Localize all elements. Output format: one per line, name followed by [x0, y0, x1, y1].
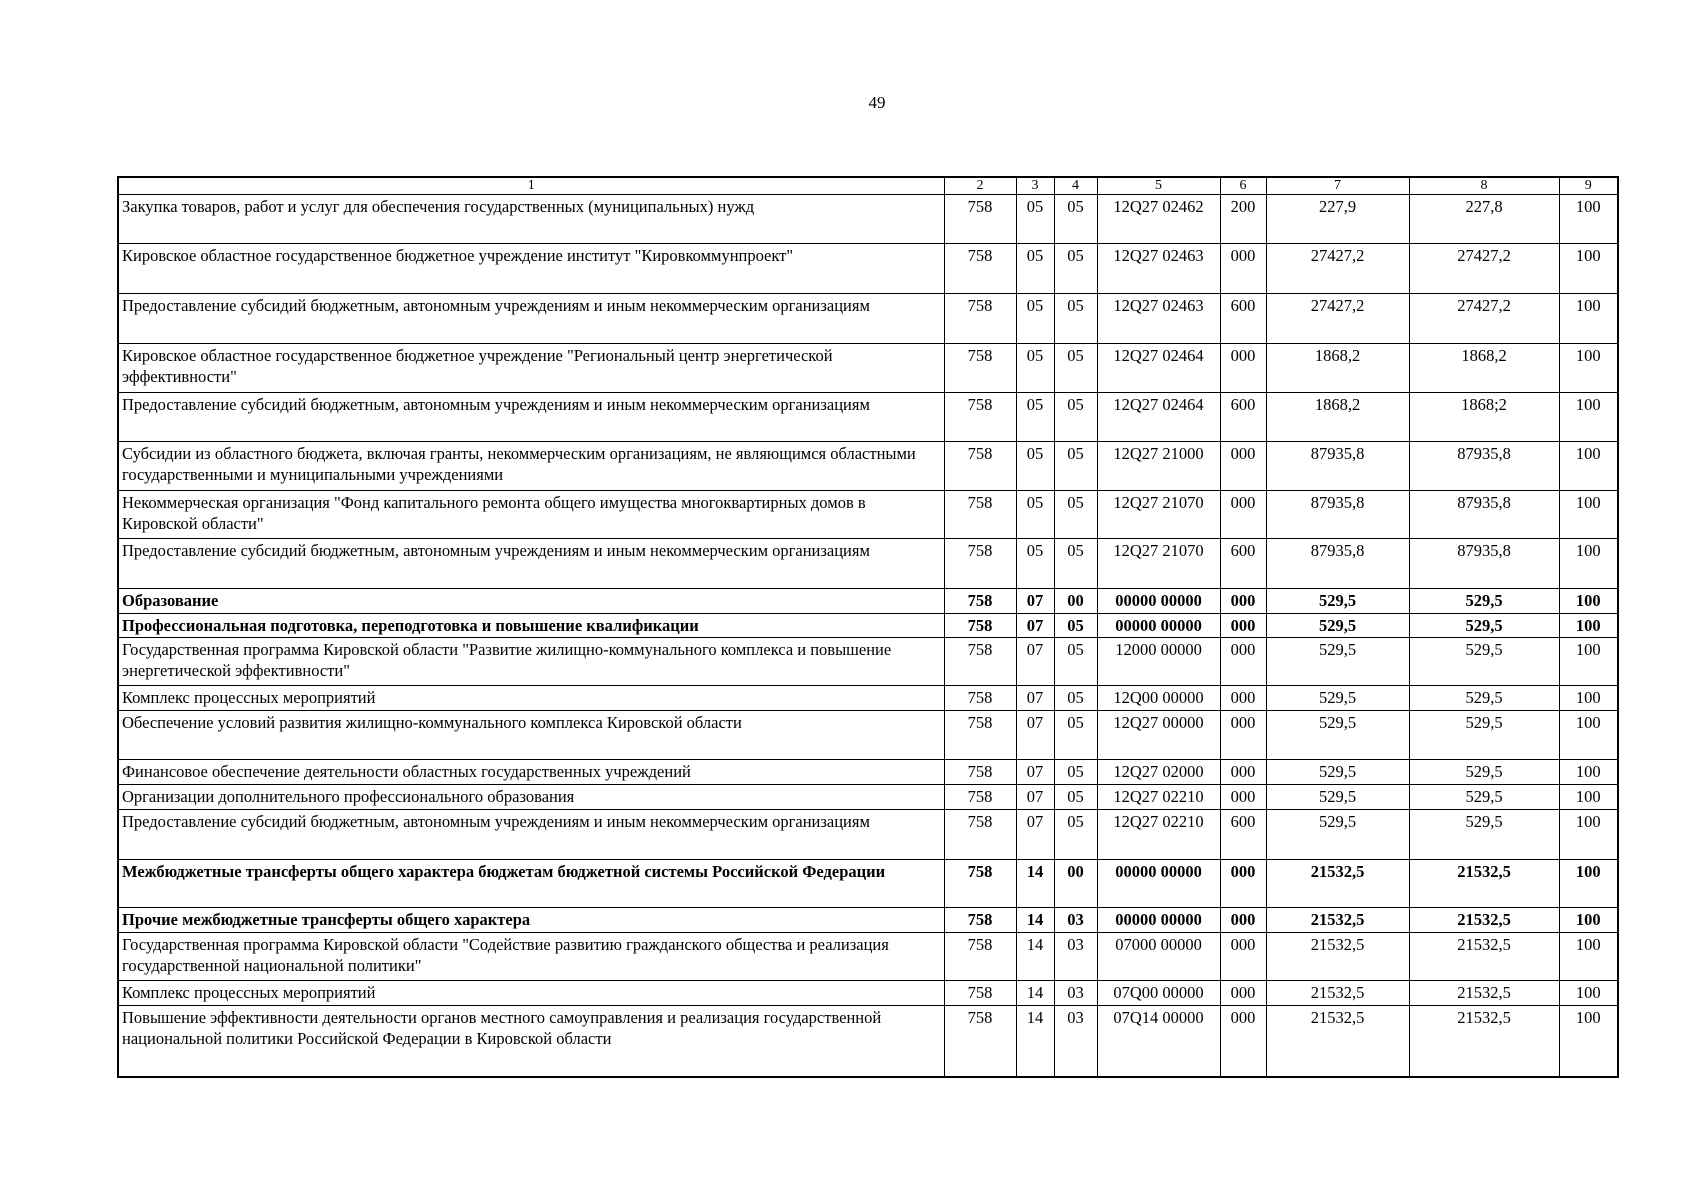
- target-article-cell: 00000 00000: [1097, 614, 1220, 638]
- executed-amount-cell: 529,5: [1409, 711, 1559, 760]
- table-row: [118, 785, 1618, 810]
- subsection-cell: 05: [1054, 638, 1097, 686]
- row-name-cell: Кировское областное государственное бюджетное учреждение "Региональный центр энергетической эффективности": [118, 344, 944, 393]
- expense-type-cell: 000: [1220, 491, 1266, 539]
- row-name-cell: Финансовое обеспечение деятельности областных государственных учреждений: [118, 760, 944, 785]
- section-cell: 07: [1016, 686, 1054, 711]
- expense-type-cell: 000: [1220, 785, 1266, 810]
- subsection-cell: 05: [1054, 614, 1097, 638]
- percent-cell: 100: [1559, 614, 1618, 638]
- percent-cell: 100: [1559, 344, 1618, 393]
- admin-code-cell: 758: [944, 294, 1016, 344]
- percent-cell: 100: [1559, 393, 1618, 442]
- subsection-cell: 00: [1054, 589, 1097, 614]
- subsection-cell: 05: [1054, 344, 1097, 393]
- planned-amount-cell: 529,5: [1266, 589, 1409, 614]
- target-article-cell: 12Q27 21070: [1097, 539, 1220, 589]
- executed-amount-cell: 529,5: [1409, 785, 1559, 810]
- header-cell-6: 6: [1220, 177, 1266, 195]
- expense-type-cell: 000: [1220, 344, 1266, 393]
- planned-amount-cell: 87935,8: [1266, 442, 1409, 491]
- section-cell: 05: [1016, 294, 1054, 344]
- admin-code-cell: 758: [944, 393, 1016, 442]
- header-cell-9: 9: [1559, 177, 1618, 195]
- section-cell: 05: [1016, 539, 1054, 589]
- admin-code-cell: 758: [944, 908, 1016, 933]
- header-row: [118, 177, 1618, 195]
- subsection-cell: 05: [1054, 442, 1097, 491]
- executed-amount-cell: 1868;2: [1409, 393, 1559, 442]
- planned-amount-cell: 529,5: [1266, 760, 1409, 785]
- table-row: [118, 614, 1618, 638]
- percent-cell: 100: [1559, 294, 1618, 344]
- executed-amount-cell: 21532,5: [1409, 1006, 1559, 1077]
- row-name-cell: Некоммерческая организация "Фонд капитального ремонта общего имущества многоквартирных домов в Кировской области": [118, 491, 944, 539]
- subsection-cell: 05: [1054, 491, 1097, 539]
- subsection-cell: 03: [1054, 981, 1097, 1006]
- table-row: [118, 344, 1618, 393]
- row-name-cell: Повышение эффективности деятельности органов местного самоуправления и реализация государственной национальной политики Российской Федерации в Кировской области: [118, 1006, 944, 1077]
- row-name-cell: Предоставление субсидий бюджетным, автономным учреждениям и иным некоммерческим организациям: [118, 294, 944, 344]
- table-row: [118, 810, 1618, 860]
- subsection-cell: 00: [1054, 860, 1097, 908]
- executed-amount-cell: 87935,8: [1409, 442, 1559, 491]
- row-name-cell: Межбюджетные трансферты общего характера бюджетам бюджетной системы Российской Федерации: [118, 860, 944, 908]
- planned-amount-cell: 1868,2: [1266, 393, 1409, 442]
- section-cell: 05: [1016, 491, 1054, 539]
- executed-amount-cell: 529,5: [1409, 589, 1559, 614]
- executed-amount-cell: 21532,5: [1409, 981, 1559, 1006]
- admin-code-cell: 758: [944, 810, 1016, 860]
- executed-amount-cell: 21532,5: [1409, 908, 1559, 933]
- planned-amount-cell: 529,5: [1266, 810, 1409, 860]
- admin-code-cell: 758: [944, 860, 1016, 908]
- row-name-cell: Комплекс процессных мероприятий: [118, 686, 944, 711]
- percent-cell: 100: [1559, 442, 1618, 491]
- header-cell-1: 1: [118, 177, 944, 195]
- admin-code-cell: 758: [944, 244, 1016, 294]
- header-cell-4: 4: [1054, 177, 1097, 195]
- admin-code-cell: 758: [944, 491, 1016, 539]
- table-row: [118, 589, 1618, 614]
- executed-amount-cell: 21532,5: [1409, 860, 1559, 908]
- table-row: [118, 860, 1618, 908]
- percent-cell: 100: [1559, 638, 1618, 686]
- table-row: [118, 1006, 1618, 1077]
- table-row: [118, 711, 1618, 760]
- row-name-cell: Обеспечение условий развития жилищно-коммунального комплекса Кировской области: [118, 711, 944, 760]
- executed-amount-cell: 87935,8: [1409, 539, 1559, 589]
- table-row: [118, 686, 1618, 711]
- target-article-cell: 12Q27 02210: [1097, 810, 1220, 860]
- percent-cell: 100: [1559, 491, 1618, 539]
- section-cell: 05: [1016, 195, 1054, 244]
- subsection-cell: 05: [1054, 810, 1097, 860]
- target-article-cell: 12Q27 02463: [1097, 294, 1220, 344]
- section-cell: 05: [1016, 244, 1054, 294]
- section-cell: 07: [1016, 638, 1054, 686]
- executed-amount-cell: 27427,2: [1409, 244, 1559, 294]
- section-cell: 07: [1016, 614, 1054, 638]
- percent-cell: 100: [1559, 1006, 1618, 1077]
- executed-amount-cell: 227,8: [1409, 195, 1559, 244]
- page-number: 49: [868, 93, 886, 112]
- planned-amount-cell: 529,5: [1266, 785, 1409, 810]
- expense-type-cell: 000: [1220, 686, 1266, 711]
- percent-cell: 100: [1559, 860, 1618, 908]
- executed-amount-cell: 87935,8: [1409, 491, 1559, 539]
- target-article-cell: 12Q27 02464: [1097, 344, 1220, 393]
- executed-amount-cell: 529,5: [1409, 810, 1559, 860]
- executed-amount-cell: 529,5: [1409, 760, 1559, 785]
- row-name-cell: Субсидии из областного бюджета, включая гранты, некоммерческим организациям, не являющимся областными государственными и муниципальными учреждениями: [118, 442, 944, 491]
- subsection-cell: 05: [1054, 686, 1097, 711]
- subsection-cell: 03: [1054, 908, 1097, 933]
- table-row: [118, 908, 1618, 933]
- section-cell: 07: [1016, 711, 1054, 760]
- section-cell: 07: [1016, 760, 1054, 785]
- target-article-cell: 12Q27 21070: [1097, 491, 1220, 539]
- admin-code-cell: 758: [944, 981, 1016, 1006]
- table-row: [118, 933, 1618, 981]
- table-row: [118, 244, 1618, 294]
- expense-type-cell: 000: [1220, 711, 1266, 760]
- section-cell: 07: [1016, 589, 1054, 614]
- planned-amount-cell: 21532,5: [1266, 1006, 1409, 1077]
- target-article-cell: 07Q00 00000: [1097, 981, 1220, 1006]
- row-name-cell: Государственная программа Кировской области "Развитие жилищно-коммунального комплекса и повышение энергетической эффективности": [118, 638, 944, 686]
- admin-code-cell: 758: [944, 785, 1016, 810]
- section-cell: 14: [1016, 981, 1054, 1006]
- percent-cell: 100: [1559, 539, 1618, 589]
- percent-cell: 100: [1559, 785, 1618, 810]
- row-name-cell: Предоставление субсидий бюджетным, автономным учреждениям и иным некоммерческим организациям: [118, 810, 944, 860]
- expense-type-cell: 000: [1220, 933, 1266, 981]
- expense-type-cell: 000: [1220, 589, 1266, 614]
- header-cell-5: 5: [1097, 177, 1220, 195]
- target-article-cell: 00000 00000: [1097, 860, 1220, 908]
- planned-amount-cell: 529,5: [1266, 686, 1409, 711]
- executed-amount-cell: 529,5: [1409, 638, 1559, 686]
- expense-type-cell: 000: [1220, 981, 1266, 1006]
- admin-code-cell: 758: [944, 195, 1016, 244]
- target-article-cell: 12Q27 02000: [1097, 760, 1220, 785]
- subsection-cell: 03: [1054, 933, 1097, 981]
- target-article-cell: 00000 00000: [1097, 908, 1220, 933]
- subsection-cell: 05: [1054, 760, 1097, 785]
- header-cell-8: 8: [1409, 177, 1559, 195]
- planned-amount-cell: 27427,2: [1266, 244, 1409, 294]
- target-article-cell: 12Q00 00000: [1097, 686, 1220, 711]
- table-row: [118, 491, 1618, 539]
- table-row: [118, 442, 1618, 491]
- executed-amount-cell: 27427,2: [1409, 294, 1559, 344]
- table-row: [118, 638, 1618, 686]
- admin-code-cell: 758: [944, 1006, 1016, 1077]
- row-name-cell: Образование: [118, 589, 944, 614]
- row-name-cell: Предоставление субсидий бюджетным, автономным учреждениям и иным некоммерческим организациям: [118, 393, 944, 442]
- row-name-cell: Прочие межбюджетные трансферты общего характера: [118, 908, 944, 933]
- table-row: [118, 294, 1618, 344]
- executed-amount-cell: 1868,2: [1409, 344, 1559, 393]
- table-row: [118, 981, 1618, 1006]
- header-cell-2: 2: [944, 177, 1016, 195]
- planned-amount-cell: 529,5: [1266, 711, 1409, 760]
- planned-amount-cell: 529,5: [1266, 638, 1409, 686]
- section-cell: 14: [1016, 933, 1054, 981]
- section-cell: 05: [1016, 344, 1054, 393]
- percent-cell: 100: [1559, 810, 1618, 860]
- subsection-cell: 05: [1054, 393, 1097, 442]
- admin-code-cell: 758: [944, 344, 1016, 393]
- executed-amount-cell: 529,5: [1409, 686, 1559, 711]
- percent-cell: 100: [1559, 589, 1618, 614]
- admin-code-cell: 758: [944, 614, 1016, 638]
- section-cell: 14: [1016, 908, 1054, 933]
- percent-cell: 100: [1559, 711, 1618, 760]
- target-article-cell: 00000 00000: [1097, 589, 1220, 614]
- table-row: [118, 539, 1618, 589]
- expense-type-cell: 600: [1220, 294, 1266, 344]
- percent-cell: 100: [1559, 908, 1618, 933]
- percent-cell: 100: [1559, 933, 1618, 981]
- admin-code-cell: 758: [944, 686, 1016, 711]
- header-cell-7: 7: [1266, 177, 1409, 195]
- planned-amount-cell: 227,9: [1266, 195, 1409, 244]
- admin-code-cell: 758: [944, 711, 1016, 760]
- expense-type-cell: 000: [1220, 860, 1266, 908]
- planned-amount-cell: 1868,2: [1266, 344, 1409, 393]
- target-article-cell: 12Q27 02464: [1097, 393, 1220, 442]
- expense-type-cell: 600: [1220, 810, 1266, 860]
- executed-amount-cell: 21532,5: [1409, 933, 1559, 981]
- expense-type-cell: 000: [1220, 244, 1266, 294]
- target-article-cell: 12Q27 21000: [1097, 442, 1220, 491]
- row-name-cell: Организации дополнительного профессионального образования: [118, 785, 944, 810]
- admin-code-cell: 758: [944, 760, 1016, 785]
- expense-type-cell: 000: [1220, 760, 1266, 785]
- expense-type-cell: 200: [1220, 195, 1266, 244]
- row-name-cell: Закупка товаров, работ и услуг для обеспечения государственных (муниципальных) нужд: [118, 195, 944, 244]
- planned-amount-cell: 87935,8: [1266, 539, 1409, 589]
- admin-code-cell: 758: [944, 933, 1016, 981]
- row-name-cell: Государственная программа Кировской области "Содействие развитию гражданского общества и реализация государственной национальной политики": [118, 933, 944, 981]
- subsection-cell: 05: [1054, 539, 1097, 589]
- expense-type-cell: 600: [1220, 393, 1266, 442]
- admin-code-cell: 758: [944, 442, 1016, 491]
- section-cell: 07: [1016, 785, 1054, 810]
- expense-type-cell: 600: [1220, 539, 1266, 589]
- planned-amount-cell: 21532,5: [1266, 933, 1409, 981]
- subsection-cell: 05: [1054, 711, 1097, 760]
- subsection-cell: 05: [1054, 785, 1097, 810]
- expense-type-cell: 000: [1220, 638, 1266, 686]
- planned-amount-cell: 21532,5: [1266, 860, 1409, 908]
- percent-cell: 100: [1559, 244, 1618, 294]
- target-article-cell: 12Q27 02210: [1097, 785, 1220, 810]
- target-article-cell: 12000 00000: [1097, 638, 1220, 686]
- target-article-cell: 12Q27 02463: [1097, 244, 1220, 294]
- expense-type-cell: 000: [1220, 908, 1266, 933]
- budget-table: [117, 176, 1619, 1078]
- table-row: [118, 393, 1618, 442]
- planned-amount-cell: 27427,2: [1266, 294, 1409, 344]
- expense-type-cell: 000: [1220, 1006, 1266, 1077]
- row-name-cell: Комплекс процессных мероприятий: [118, 981, 944, 1006]
- row-name-cell: Кировское областное государственное бюджетное учреждение институт "Кировкоммунпроект": [118, 244, 944, 294]
- expense-type-cell: 000: [1220, 614, 1266, 638]
- subsection-cell: 03: [1054, 1006, 1097, 1077]
- planned-amount-cell: 21532,5: [1266, 981, 1409, 1006]
- section-cell: 05: [1016, 442, 1054, 491]
- admin-code-cell: 758: [944, 539, 1016, 589]
- target-article-cell: 12Q27 02462: [1097, 195, 1220, 244]
- subsection-cell: 05: [1054, 294, 1097, 344]
- subsection-cell: 05: [1054, 195, 1097, 244]
- percent-cell: 100: [1559, 981, 1618, 1006]
- executed-amount-cell: 529,5: [1409, 614, 1559, 638]
- row-name-cell: Предоставление субсидий бюджетным, автономным учреждениям и иным некоммерческим организациям: [118, 539, 944, 589]
- section-cell: 07: [1016, 810, 1054, 860]
- percent-cell: 100: [1559, 686, 1618, 711]
- percent-cell: 100: [1559, 760, 1618, 785]
- expense-type-cell: 000: [1220, 442, 1266, 491]
- target-article-cell: 12Q27 00000: [1097, 711, 1220, 760]
- planned-amount-cell: 21532,5: [1266, 908, 1409, 933]
- target-article-cell: 07000 00000: [1097, 933, 1220, 981]
- subsection-cell: 05: [1054, 244, 1097, 294]
- section-cell: 14: [1016, 1006, 1054, 1077]
- table-row: [118, 760, 1618, 785]
- percent-cell: 100: [1559, 195, 1618, 244]
- planned-amount-cell: 529,5: [1266, 614, 1409, 638]
- table-row: [118, 195, 1618, 244]
- admin-code-cell: 758: [944, 638, 1016, 686]
- target-article-cell: 07Q14 00000: [1097, 1006, 1220, 1077]
- admin-code-cell: 758: [944, 589, 1016, 614]
- row-name-cell: Профессиональная подготовка, переподготовка и повышение квалификации: [118, 614, 944, 638]
- section-cell: 05: [1016, 393, 1054, 442]
- planned-amount-cell: 87935,8: [1266, 491, 1409, 539]
- header-cell-3: 3: [1016, 177, 1054, 195]
- section-cell: 14: [1016, 860, 1054, 908]
